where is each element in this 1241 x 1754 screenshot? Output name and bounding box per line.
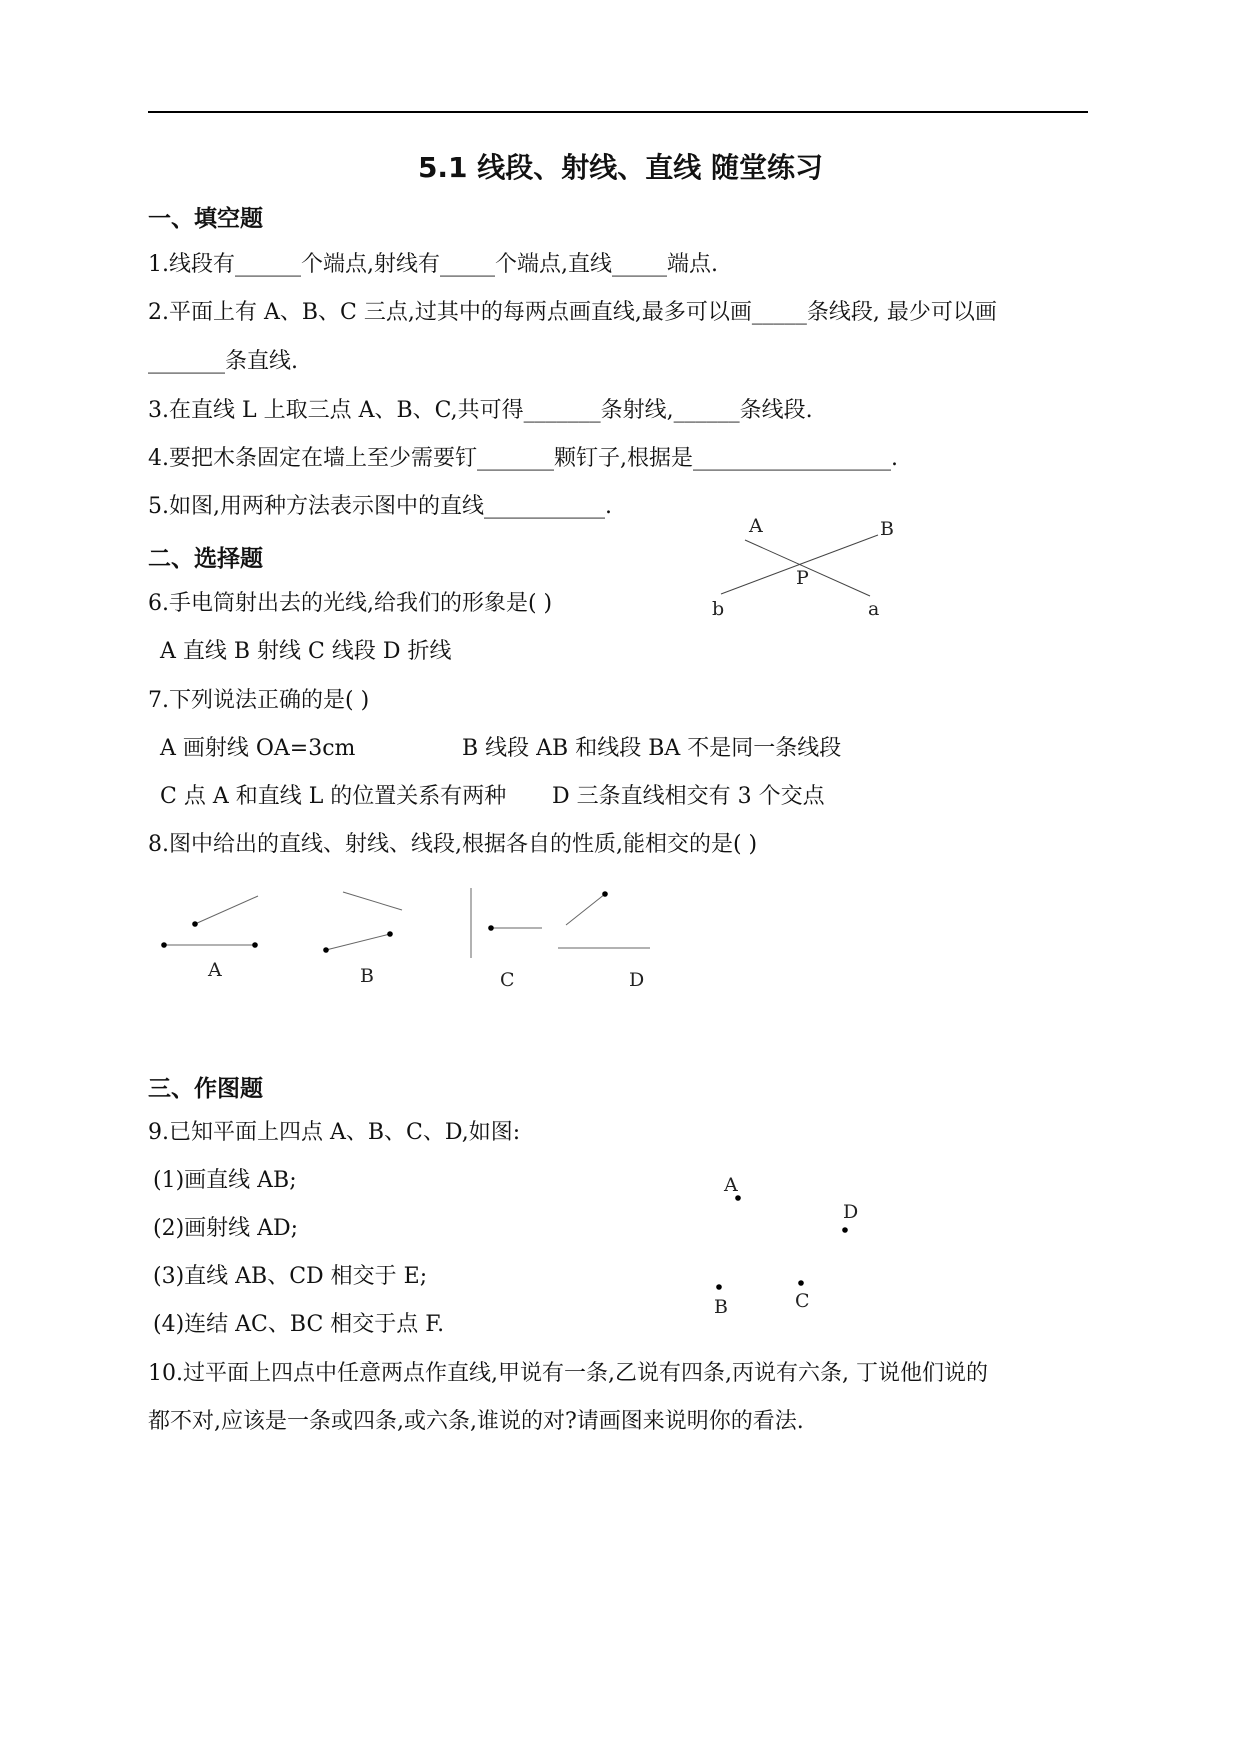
- question-7-option-c: C 点 A 和直线 L 的位置关系有两种: [160, 784, 507, 809]
- question-10-line-1: 10.过平面上四点中任意两点作直线,甲说有一条,乙说有四条,丙说有六条, 丁说他们说的: [148, 1361, 988, 1386]
- fig8-a-ray: [195, 896, 258, 924]
- label-a: a: [868, 598, 880, 620]
- section-heading-fill: 一、填空题: [148, 206, 263, 232]
- figure-q9-four-points: [700, 1160, 880, 1320]
- fig9-point-D: [842, 1227, 848, 1233]
- fig8-b-line: [343, 892, 402, 910]
- question-9: 9.已知平面上四点 A、B、C、D,如图:: [148, 1120, 521, 1145]
- fig9-label-C: C: [795, 1290, 810, 1312]
- fig8-c-ray-point: [488, 925, 494, 931]
- question-9-part-4: (4)连结 AC、BC 相交于点 F.: [153, 1312, 445, 1337]
- question-6-options: A 直线 B 射线 C 线段 D 折线: [160, 639, 452, 664]
- question-5: 5.如图,用两种方法表示图中的直线___________.: [148, 494, 612, 519]
- question-9-part-1: (1)画直线 AB;: [153, 1168, 297, 1193]
- question-7-option-b: B 线段 AB 和线段 BA 不是同一条线段: [462, 736, 842, 761]
- fig8-d-ray: [566, 894, 605, 925]
- fig8-b-segment-start: [323, 947, 329, 953]
- fig9-label-B: B: [714, 1296, 728, 1318]
- fig9-label-A: A: [724, 1174, 738, 1196]
- fig8-a-segment-end: [252, 942, 258, 948]
- label-P: P: [796, 567, 809, 589]
- question-6: 6.手电筒射出去的光线,给我们的形象是( ): [148, 591, 553, 616]
- page-title: 5.1 线段、射线、直线 随堂练习: [417, 151, 824, 184]
- question-2-line-2: _______条直线.: [148, 349, 298, 374]
- header-rule: [148, 111, 1088, 113]
- fig9-point-C: [798, 1280, 804, 1286]
- fig8-label-C: C: [500, 969, 515, 991]
- question-4: 4.要把木条固定在墙上至少需要钉_______颗钉子,根据是__________________.: [148, 446, 898, 471]
- fig8-a-segment-start: [161, 942, 167, 948]
- section-heading-draw: 三、作图题: [148, 1076, 263, 1102]
- question-3: 3.在直线 L 上取三点 A、B、C,共可得_______条射线,______条线段.: [148, 398, 813, 423]
- label-A: A: [749, 515, 763, 537]
- fig8-label-B: B: [360, 965, 374, 987]
- fig8-d-ray-point: [602, 891, 608, 897]
- fig9-point-B: [716, 1284, 722, 1290]
- question-7: 7.下列说法正确的是( ): [148, 688, 370, 713]
- question-9-part-3: (3)直线 AB、CD 相交于 E;: [153, 1264, 428, 1289]
- question-10-line-2: 都不对,应该是一条或四条,或六条,谁说的对?请画图来说明你的看法.: [148, 1409, 804, 1434]
- question-2-line-1: 2.平面上有 A、B、C 三点,过其中的每两点画直线,最多可以画_____条线段, 最少可以画: [148, 300, 997, 325]
- fig8-b-segment-end: [387, 931, 393, 937]
- figure-q5-intersecting-lines: [700, 510, 920, 630]
- fig8-label-D: D: [629, 969, 645, 991]
- question-7-option-d: D 三条直线相交有 3 个交点: [552, 784, 825, 809]
- fig9-label-D: D: [843, 1201, 859, 1223]
- question-1: 1.线段有______个端点,射线有_____个端点,直线_____端点.: [148, 252, 718, 277]
- label-b: b: [712, 598, 725, 620]
- fig9-point-A: [735, 1195, 741, 1201]
- fig8-b-segment: [326, 934, 390, 950]
- question-7-option-a: A 画射线 OA=3cm: [160, 736, 356, 761]
- figure-q8-options: [150, 880, 710, 1000]
- section-heading-choice: 二、选择题: [148, 546, 263, 572]
- question-9-part-2: (2)画射线 AD;: [153, 1216, 299, 1241]
- fig8-label-A: A: [208, 959, 222, 981]
- question-8: 8.图中给出的直线、射线、线段,根据各自的性质,能相交的是( ): [148, 832, 758, 857]
- label-B: B: [880, 518, 894, 540]
- fig8-a-ray-point: [192, 921, 198, 927]
